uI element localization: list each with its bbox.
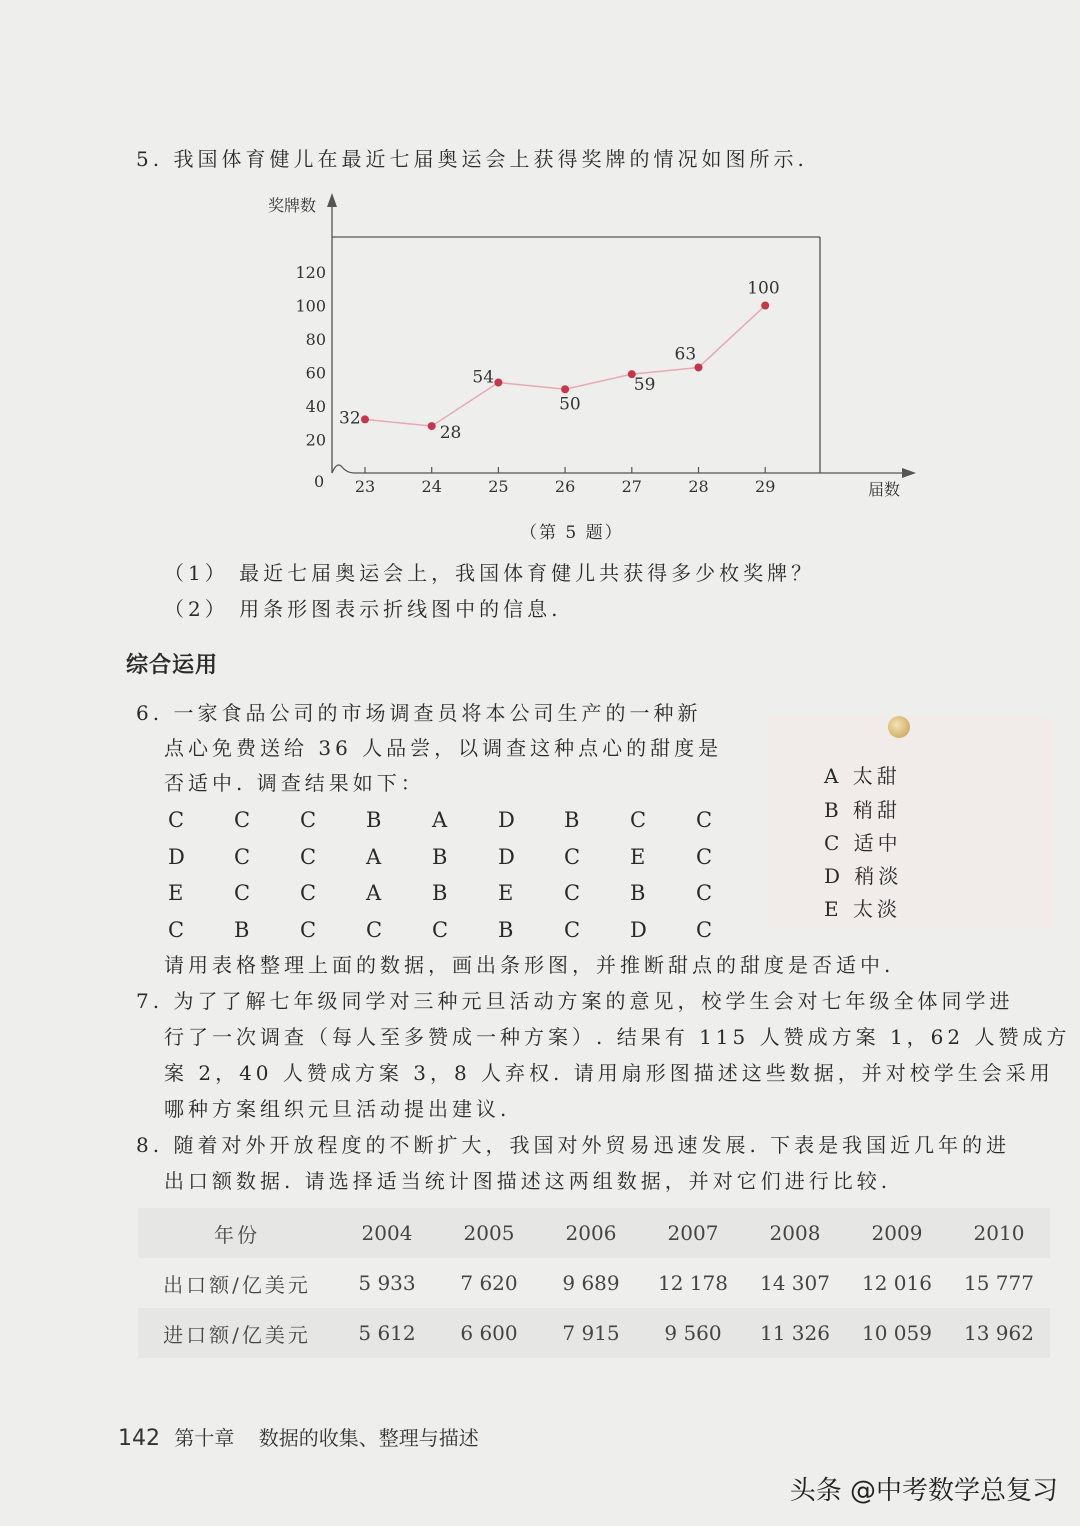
survey-cell: C — [234, 808, 251, 832]
survey-cell: C — [366, 917, 383, 942]
survey-cell: E — [630, 844, 646, 869]
data-point — [494, 379, 502, 387]
x-axis-arrow — [902, 468, 916, 478]
data-label: 32 — [339, 408, 361, 429]
survey-cell: A — [432, 808, 448, 832]
table-cell: 10 059 — [846, 1308, 948, 1358]
table-cell: 出口额/亿美元 — [163, 1272, 311, 1297]
q7-line-2: 行了一次调查（每人至多赞成一种方案）. 结果有 115 人赞成方案 1，62 人赞成方 — [164, 1025, 1071, 1049]
survey-cell: C — [564, 844, 581, 869]
y-tick-label: 40 — [305, 397, 326, 416]
q6-line-2: 点心免费送给 36 人品尝，以调查这种点心的甜度是 — [164, 736, 723, 760]
header-cell: 2008 — [744, 1208, 846, 1258]
survey-cell: B — [234, 917, 250, 942]
survey-cell: D — [630, 917, 647, 942]
y-tick-label: 60 — [305, 363, 326, 383]
data-point — [428, 422, 436, 430]
table-cell: 11 326 — [744, 1308, 846, 1358]
data-label: 63 — [674, 344, 697, 365]
data-label: 54 — [472, 367, 495, 388]
q8-line-2: 出口额数据. 请选择适当统计图描述这两组数据，并对它们进行比较. — [164, 1169, 892, 1193]
header-cell: 年份 — [138, 1208, 336, 1258]
survey-cell: C — [300, 917, 317, 942]
survey-cell: C — [630, 808, 647, 832]
survey-cell: B — [432, 844, 448, 869]
table-cell: 9 560 — [642, 1308, 744, 1358]
table-cell: 15 777 — [964, 1271, 1034, 1295]
q5-text: 5. 我国体育健儿在最近七届奥运会上获得奖牌的情况如图所示. — [136, 147, 808, 171]
chapter-title: 数据的收集、整理与描述 — [258, 1426, 479, 1450]
y-tick-label: 100 — [295, 296, 326, 316]
x-tick-label: 28 — [688, 477, 709, 496]
survey-cell: B — [564, 808, 580, 832]
survey-cell: C — [300, 844, 317, 869]
table-cell: 9 689 — [562, 1271, 620, 1295]
option-e: E 太淡 — [824, 897, 901, 921]
table-cell: 7 915 — [540, 1308, 642, 1358]
q5-sub2: （2） 用条形图表示折线图中的信息. — [164, 597, 562, 621]
table-cell: 5 933 — [358, 1271, 416, 1295]
table-cell: 13 962 — [948, 1308, 1050, 1358]
survey-cell: D — [168, 844, 185, 869]
survey-cell: B — [498, 917, 514, 942]
origin-label: 0 — [314, 472, 325, 491]
x-tick-label: 26 — [554, 477, 576, 496]
table-cell: 5 612 — [336, 1308, 438, 1358]
survey-cell: D — [498, 844, 515, 869]
table-cell: 12 178 — [658, 1271, 728, 1295]
header-cell: 2007 — [642, 1208, 744, 1258]
table-cell: 6 600 — [438, 1308, 540, 1358]
q6-line-1: 6. 一家食品公司的市场调查员将本公司生产的一种新 — [136, 701, 702, 725]
survey-cell: E — [168, 881, 184, 905]
table-cell: 12 016 — [862, 1271, 932, 1295]
q5-sub1: （1） 最近七届奥运会上，我国体育健儿共获得多少枚奖牌？ — [164, 561, 816, 585]
option-a: A 太甜 — [824, 764, 901, 788]
x-tick-label: 29 — [755, 477, 776, 496]
x-tick-label: 24 — [421, 477, 442, 496]
table-row-export — [138, 1258, 1050, 1308]
survey-cell: A — [366, 881, 382, 905]
survey-cell: C — [696, 844, 713, 869]
data-label: 100 — [747, 278, 780, 299]
survey-cell: C — [300, 881, 317, 905]
survey-cell: D — [498, 808, 515, 832]
survey-cell: C — [432, 917, 449, 942]
data-point — [695, 363, 703, 371]
survey-cell: C — [564, 881, 581, 905]
x-tick-label: 27 — [621, 477, 642, 496]
chart-marks — [339, 279, 780, 444]
survey-cell: C — [696, 881, 713, 905]
x-axis-label: 届数 — [868, 480, 901, 499]
data-label: 59 — [633, 375, 656, 396]
chart-axes — [268, 193, 916, 499]
header-cell: 2004 — [336, 1208, 438, 1258]
x-tick-label: 23 — [354, 477, 376, 496]
survey-cell: E — [498, 881, 514, 905]
option-c: C 适中 — [824, 831, 902, 855]
data-label: 28 — [439, 423, 462, 444]
q6-tail: 请用表格整理上面的数据，画出条形图，并推断甜点的甜度是否适中. — [164, 953, 895, 977]
header-cell: 2005 — [438, 1208, 540, 1258]
option-d: D 稍淡 — [824, 864, 903, 888]
trade-table — [138, 1208, 1050, 1358]
survey-cell: B — [432, 881, 448, 905]
header-cell: 2006 — [540, 1208, 642, 1258]
data-label: 50 — [559, 394, 581, 415]
y-tick-label: 20 — [305, 430, 326, 450]
survey-cell: C — [300, 808, 317, 832]
survey-cell: C — [696, 917, 713, 942]
section-title: 综合运用 — [126, 653, 219, 678]
sweetness-options-card — [768, 716, 1052, 928]
q7-line-1: 7. 为了了解七年级同学对三种元旦活动方案的意见，校学生会对七年级全体同学进 — [136, 989, 1014, 1013]
page-footer — [118, 1422, 479, 1451]
data-point — [361, 415, 369, 423]
y-axis-arrow — [327, 193, 337, 207]
chapter-label: 第十章 — [174, 1426, 235, 1450]
table-cell: 进口额/亿美元 — [138, 1308, 336, 1358]
y-axis-label: 奖牌数 — [268, 196, 317, 215]
option-b: B 稍甜 — [824, 798, 902, 822]
q8-line-1: 8. 随着对外开放程度的不断扩大，我国对外贸易迅速发展. 下表是我国近几年的进 — [136, 1133, 1011, 1157]
y-tick-label: 80 — [305, 330, 326, 349]
survey-cell: C — [234, 881, 251, 905]
table-header-row — [138, 1208, 1050, 1258]
axis-break — [332, 463, 354, 473]
header-cell: 2010 — [948, 1208, 1050, 1258]
x-tick-label: 25 — [488, 477, 509, 496]
survey-cell: C — [168, 917, 185, 942]
figure-caption: （第 5 题） — [520, 523, 624, 543]
medal-line-chart — [260, 185, 920, 505]
watermark-text: 头条 @中考数学总复习 — [789, 1476, 1058, 1506]
dessert-icon — [888, 716, 910, 738]
table-cell: 14 307 — [760, 1271, 830, 1295]
y-tick-label: 120 — [295, 263, 326, 282]
survey-cell: A — [366, 844, 382, 869]
data-point — [561, 385, 569, 393]
survey-cell: C — [234, 844, 251, 869]
header-cell: 2009 — [846, 1208, 948, 1258]
q7-line-3: 案 2，40 人赞成方案 3，8 人弃权. 请用扇形图描述这些数据，并对校学生会采用 — [164, 1061, 1054, 1085]
survey-cell: B — [630, 881, 646, 905]
survey-cell: C — [168, 808, 185, 832]
survey-cell: C — [696, 808, 713, 832]
page-number: 142 — [118, 1426, 160, 1451]
q6-line-3: 否适中. 调查结果如下： — [164, 771, 425, 795]
survey-cell: B — [366, 808, 382, 832]
q6-survey-grid — [168, 802, 762, 948]
data-point — [761, 302, 769, 310]
survey-cell: C — [564, 917, 581, 942]
table-row-import — [138, 1308, 1050, 1358]
table-cell: 7 620 — [460, 1271, 518, 1295]
q7-line-4: 哪种方案组织元旦活动提出建议. — [164, 1097, 511, 1121]
